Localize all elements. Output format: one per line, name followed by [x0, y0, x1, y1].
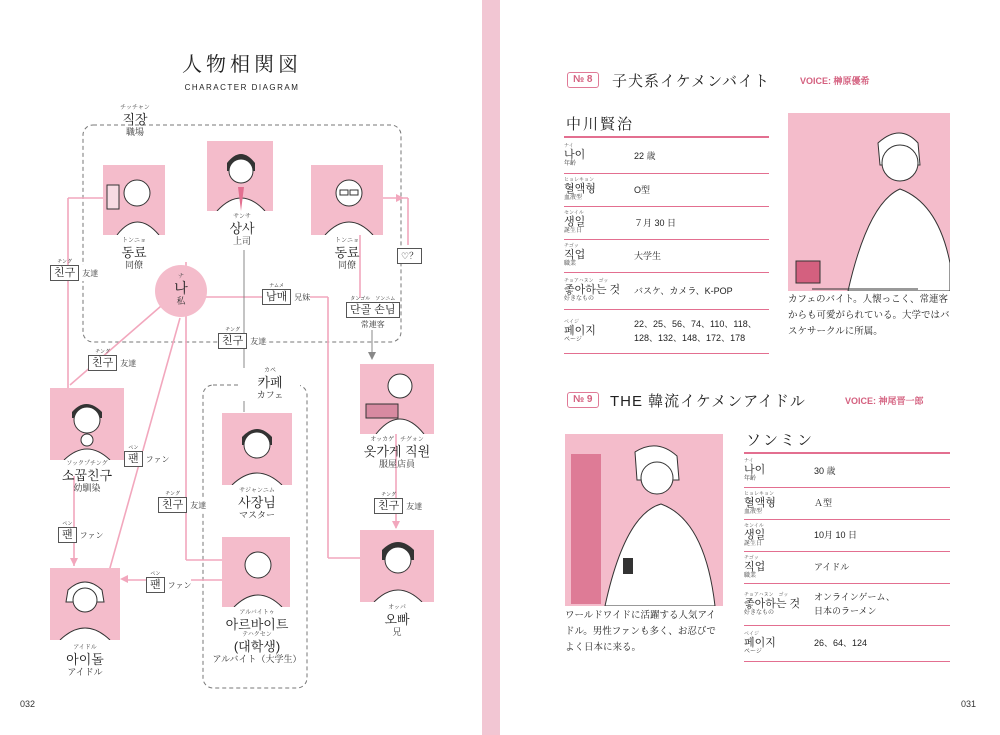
portrait-idol — [50, 568, 120, 640]
portrait-part-timer — [222, 537, 290, 607]
portrait-coworker-left — [103, 165, 165, 235]
profile-8-row-age: ナイ 나이 年齢 22 歳 — [564, 139, 769, 173]
book-gutter — [482, 0, 500, 735]
profile-9-voice: VOICE: 神尾晋一郎 — [845, 396, 924, 406]
tag-friend-3: チング 친구 友達 — [218, 333, 266, 349]
profile-9-row-job: チゴッ 직업 職業 アイドル — [744, 551, 950, 583]
profile-8-name-rule — [564, 136, 769, 138]
group-label-cafe: カペ 카페 カフェ — [240, 368, 300, 401]
profile-8-table — [564, 139, 769, 354]
profile-8-title: 子犬系イケメンバイト — [612, 73, 771, 90]
profile-9-row-age: ナイ 나이 年齢 30 歳 — [744, 455, 950, 487]
tag-fan-1: ペン 팬 ファン — [124, 451, 169, 467]
page-number-left: 032 — [20, 699, 36, 709]
profile-9-number: № 9 — [567, 392, 599, 408]
tag-friend-4: チング 친구 友達 — [158, 497, 206, 513]
label-boss: サンサ 상사 上司 — [229, 214, 255, 246]
page-number-right: 031 — [960, 699, 976, 709]
tag-friend-1: チング 친구 友達 — [50, 265, 98, 281]
label-coworker-right: トンニョ 동료 同僚 — [334, 238, 360, 270]
label-clothing-clerk: オッカゲ チグォン 옷가게 직원 服屋店員 — [363, 437, 431, 469]
tag-regular-customer: タンゴル ソンニム 단골 손님 常連客 — [346, 302, 400, 330]
portrait-cafe-master — [222, 413, 292, 485]
profile-9-illustration — [565, 434, 723, 606]
left-page — [0, 0, 482, 735]
profile-8-description: カフェのバイト。人懐っこく、常連客からも可愛がられている。大学ではバスケサークルに所属。 — [788, 295, 950, 337]
portrait-coworker-right — [311, 165, 383, 235]
label-cafe-master: サジャンニム 사장님 マスター — [238, 488, 276, 520]
profile-9-row-likes: チョアハヌン ゴッ 좋아하는 것 好きなもの オンラインゲーム、 日本のラーメン — [744, 583, 950, 625]
tag-friend-2: チング 친구 友達 — [88, 355, 136, 371]
label-brother: オッパ 오빠 兄 — [384, 605, 410, 637]
profile-8-row-likes: チョアハヌン ゴッ 좋아하는 것 好きなもの バスケ、カメラ、K-POP — [564, 272, 769, 309]
tag-fan-2: ペン 팬 ファン — [58, 527, 103, 543]
portrait-brother — [360, 530, 434, 602]
profile-9-title: THE 韓流イケメンアイドル — [610, 393, 806, 410]
tag-heart-question: ♡？ — [397, 248, 422, 264]
right-page — [500, 0, 1000, 735]
group-label-workplace: チッチャン 직장 職場 — [120, 105, 150, 137]
profile-9-row-pages: ペイジ 페이지 ページ 26、64、124 — [744, 625, 950, 661]
profile-8-number: № 8 — [567, 72, 599, 88]
profile-9-row-birthday: センイル 생일 誕生日 10月 10 日 — [744, 519, 950, 551]
profile-8-row-job: チゴッ 직업 職業 大学生 — [564, 239, 769, 272]
label-coworker-left: トンニョ 동료 同僚 — [121, 238, 147, 270]
profile-9-table — [744, 455, 950, 662]
profile-9-row-blood: ヒョレキョン 혈액형 血液型 Ａ型 — [744, 487, 950, 519]
label-idol: アイドル 아이돌 アイドル — [66, 645, 104, 677]
profile-9-name-rule — [744, 452, 950, 454]
profile-8-row-pages: ペイジ 페이지 ページ 22、25、56、74、110、118、 128、132、148、172、178 — [564, 309, 769, 353]
profile-8-voice: VOICE: 榊原優希 — [800, 76, 870, 86]
profile-8-name: 中川賢治 — [566, 116, 635, 133]
portrait-boss — [207, 141, 273, 211]
label-part-timer: アルバイトゥ 아르바이트 テハクセン (대학생) アルバイト（大学生） — [212, 610, 302, 664]
profile-8-row-blood: ヒョレキョン 혈액형 血液型 O型 — [564, 173, 769, 206]
profile-9-description: ワールドワイドに活躍する人気アイドル。男性ファンも多く、お忍びでよく日本に来る。 — [565, 611, 716, 653]
profile-9-name: ソンミン — [746, 432, 815, 449]
label-childhood-friend: ソックプチング 소꿉친구 幼馴染 — [61, 461, 113, 493]
profile-8-row-birthday: センイル 생일 誕生日 ７月 30 日 — [564, 206, 769, 239]
tag-fan-3: ペン 팬 ファン — [146, 577, 191, 593]
tag-friend-5: チング 친구 友達 — [374, 498, 422, 514]
me-circle: ナ 나 私 — [155, 265, 207, 317]
portrait-clothing-clerk — [360, 364, 434, 434]
profile-8-illustration — [788, 113, 950, 291]
tag-siblings: ナムメ 남매 兄妹 — [262, 289, 310, 305]
diagram-title: 人物相関図 — [182, 54, 302, 76]
portrait-childhood-friend — [50, 388, 124, 460]
diagram-subtitle: CHARACTER DIAGRAM — [184, 83, 300, 92]
